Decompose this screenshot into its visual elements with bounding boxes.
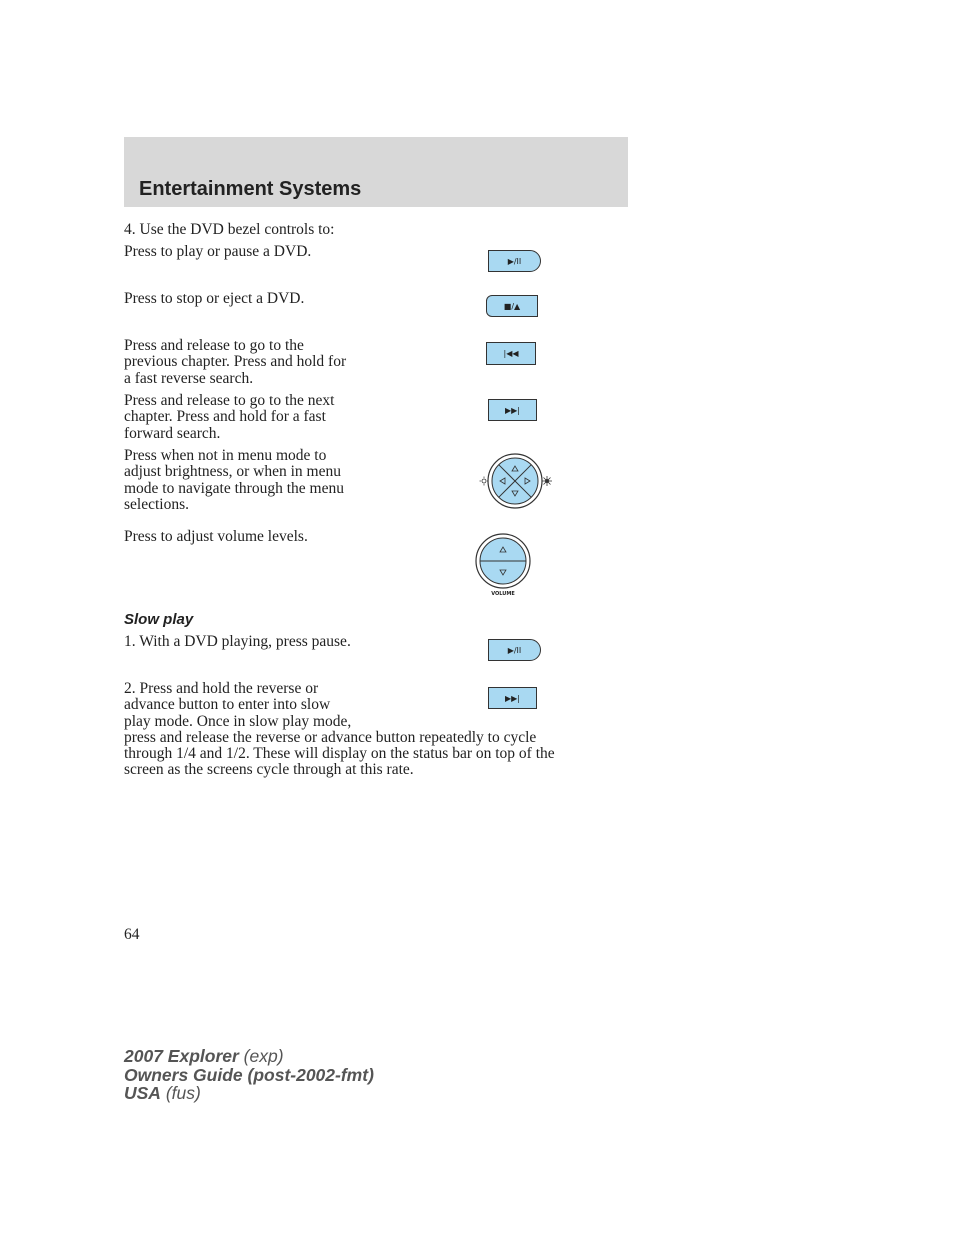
step-2-line: play mode. Once in slow play mode, xyxy=(124,712,352,730)
play-pause-text: Press to play or pause a DVD. xyxy=(124,243,312,260)
navigation-dial[interactable] xyxy=(478,452,552,512)
next-chapter-button[interactable] xyxy=(488,399,537,421)
footer-guide: Owners Guide (post-2002-fmt) xyxy=(124,1064,374,1085)
skip-forward-icon: ▶▶| xyxy=(505,405,520,415)
section-title: Entertainment Systems xyxy=(139,178,362,200)
footer-market-code: (fus) xyxy=(160,1083,201,1104)
stop-eject-button[interactable] xyxy=(486,295,538,317)
skip-forward-icon: ▶▶| xyxy=(505,693,520,703)
menu-navigation-line: selections. xyxy=(124,495,189,513)
slow-play-heading: Slow play xyxy=(124,611,194,628)
previous-chapter-line: previous chapter. Press and hold for xyxy=(124,353,347,371)
pause-button[interactable] xyxy=(488,639,541,661)
previous-chapter-line: Press and release to go to the xyxy=(124,337,304,354)
step-1-text: 1. With a DVD playing, press pause. xyxy=(124,633,351,650)
menu-navigation-line: adjust brightness, or when in menu xyxy=(124,463,341,481)
play-pause-icon: ▶/II xyxy=(507,645,522,655)
next-chapter-line: forward search. xyxy=(124,424,221,442)
step-2-line: 2. Press and hold the reverse or xyxy=(124,680,319,697)
footer-market: USA xyxy=(124,1083,161,1104)
menu-navigation-line: mode to navigate through the menu xyxy=(124,479,344,497)
next-chapter-text xyxy=(124,393,334,442)
brightness-high-icon xyxy=(542,476,552,486)
footer-model: 2007 Explorer xyxy=(124,1046,239,1066)
stop-eject-text: Press to stop or eject a DVD. xyxy=(124,290,305,307)
document-footer xyxy=(124,1047,374,1103)
advance-button[interactable] xyxy=(488,687,537,709)
previous-chapter-text xyxy=(124,338,346,387)
step-2-line: screen as the screens cycle through at this rate. xyxy=(124,761,414,779)
volume-text: Press to adjust volume levels. xyxy=(124,528,308,545)
stop-eject-icon: ■/▲ xyxy=(503,301,521,311)
volume-label: VOLUME xyxy=(491,591,515,597)
next-chapter-line: chapter. Press and hold for a fast xyxy=(124,408,326,426)
previous-chapter-button[interactable] xyxy=(486,342,536,365)
volume-knob[interactable] xyxy=(474,532,534,598)
play-pause-button[interactable] xyxy=(488,250,541,272)
next-chapter-line: Press and release to go to the next xyxy=(124,392,335,409)
step-2-line: advance button to enter into slow xyxy=(124,696,331,714)
play-pause-icon: ▶/II xyxy=(507,256,522,266)
previous-chapter-line: a fast reverse search. xyxy=(124,369,254,387)
menu-navigation-line: Press when not in menu mode to xyxy=(124,447,327,464)
brightness-low-icon xyxy=(480,477,489,486)
intro-text: 4. Use the DVD bezel controls to: xyxy=(124,221,335,238)
menu-navigation-text xyxy=(124,448,344,513)
step-2-line: through 1/4 and 1/2. These will display on the status bar on top of the xyxy=(124,745,555,763)
page-number: 64 xyxy=(124,926,140,943)
skip-back-icon: |◀◀ xyxy=(503,349,519,358)
footer-model-code: (exp) xyxy=(238,1046,284,1066)
step-2-line: press and release the reverse or advance button repeatedly to cycle xyxy=(124,728,537,746)
